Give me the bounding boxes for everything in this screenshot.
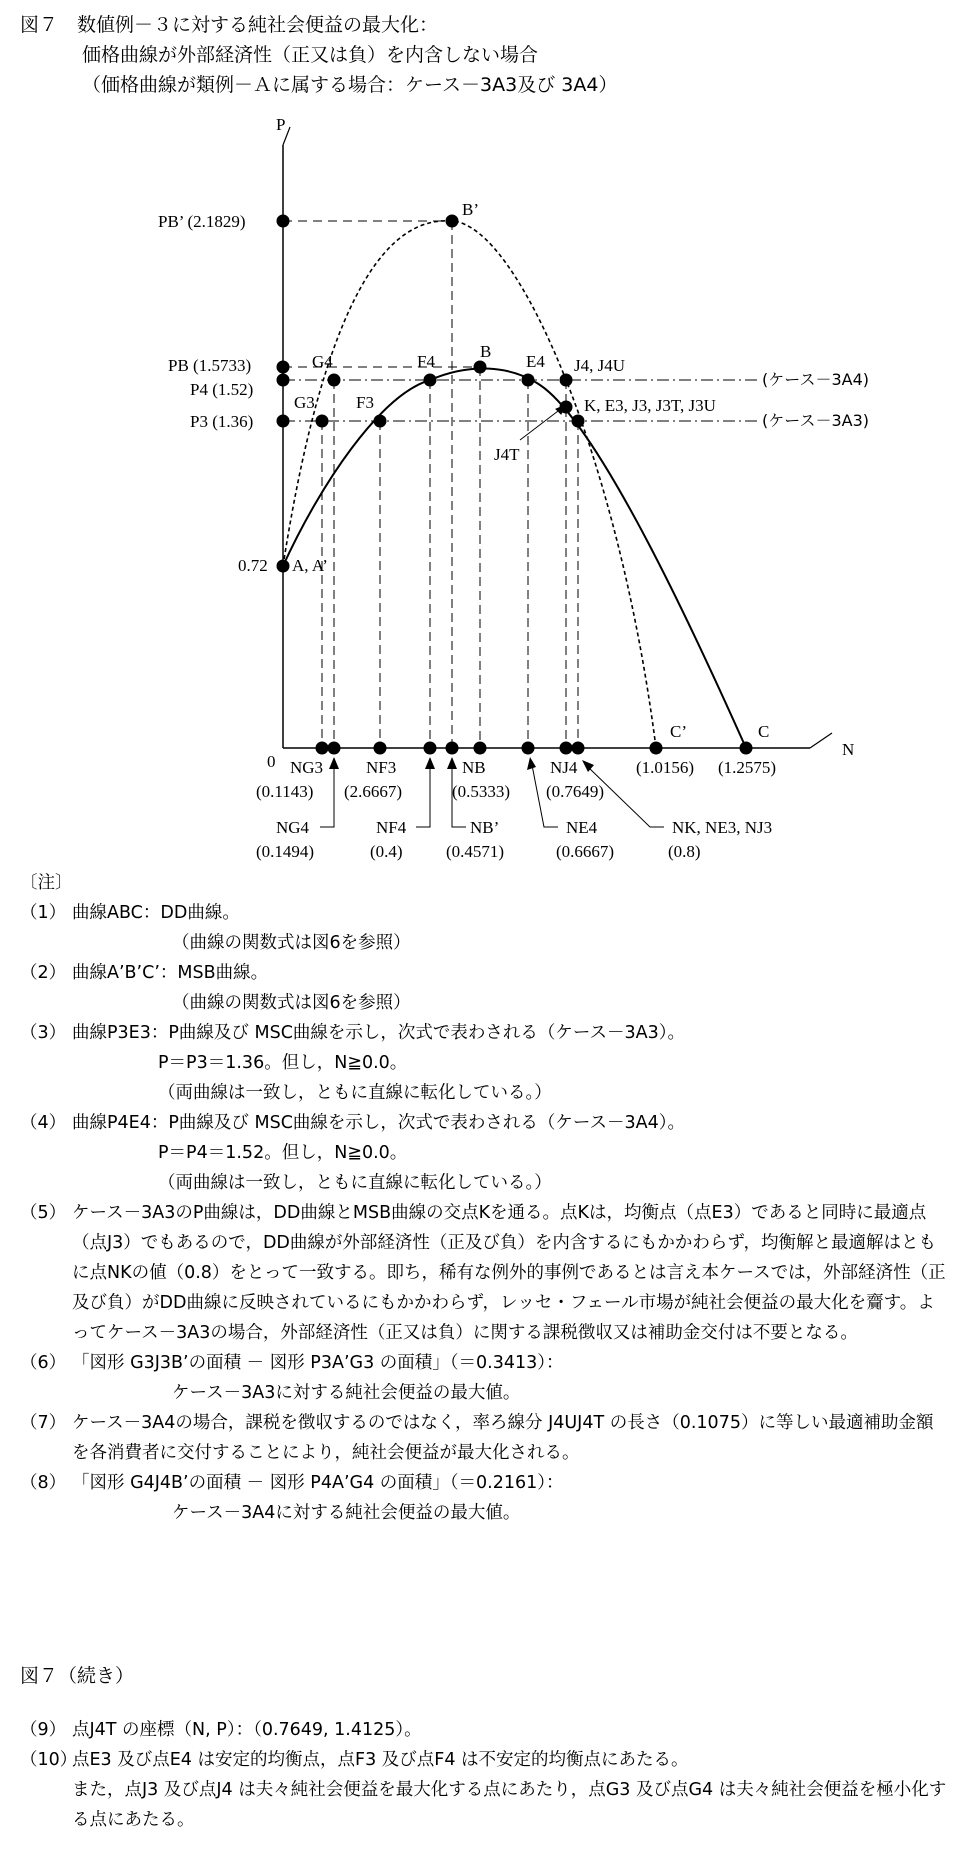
continuation-title: 図７（続き） <box>20 1665 135 1687</box>
label-case-3a4: (ケース－3A4) <box>762 370 869 389</box>
label-k: K, E3, J3, J3T, J3U <box>584 396 716 415</box>
y-label-pb: PB (1.5733) <box>168 356 252 375</box>
x-val-ng3: (0.1143) <box>256 782 314 801</box>
dot-x-e4 <box>522 742 535 755</box>
x-axis-tick-diag <box>810 733 832 748</box>
dot-x-f3 <box>374 742 387 755</box>
note-3 <box>20 1018 950 1108</box>
note-num: （6） <box>20 1353 67 1373</box>
note-line: 曲線P4E4：P曲線及び MSC曲線を示し，次式で表わされる（ケース－3A4）。 <box>72 1113 686 1133</box>
note-line: 点J4T の座標（N, P）：（0.7649, 1.4125）。 <box>72 1720 422 1740</box>
note-2 <box>20 958 950 1018</box>
note-5 <box>20 1198 950 1348</box>
note-line: 曲線A’B’C’：MSB曲線。 <box>72 963 269 983</box>
note-line: 曲線P3E3：P曲線及び MSC曲線を示し，次式で表わされる（ケース－3A3）。 <box>72 1023 686 1043</box>
dot-x-cprime <box>650 742 663 755</box>
x-val-nf4: (0.4) <box>370 842 403 861</box>
note-line: P＝P3＝1.36。但し，N≧0.0。 <box>158 1053 408 1073</box>
dot-k <box>572 415 585 428</box>
points <box>277 215 753 755</box>
dot-x-c <box>740 742 753 755</box>
label-g3: G3 <box>294 393 315 412</box>
label-j4: J4, J4U <box>574 356 626 375</box>
note-num: （3） <box>20 1023 67 1043</box>
note-num: （10） <box>20 1750 78 1770</box>
dot-x-f4 <box>424 742 437 755</box>
note-line: （曲線の関数式は図6を参照） <box>172 993 411 1013</box>
note-line: ケース－3A3に対する純社会便益の最大値。 <box>172 1383 521 1403</box>
dot-a <box>277 560 290 573</box>
dot-x-b <box>474 742 487 755</box>
dot-pb <box>277 361 290 374</box>
point-labels <box>292 200 869 741</box>
dot-x-j4 <box>560 742 573 755</box>
dot-b <box>474 361 487 374</box>
note-line: （両曲線は一致し，ともに直線に転化している。） <box>158 1083 552 1103</box>
x-val-c: (1.2575) <box>718 758 777 777</box>
label-c: C <box>758 722 770 741</box>
x-name-ng3: NG3 <box>290 758 324 777</box>
notes-heading: 〔注〕 <box>20 873 73 893</box>
y-label-p4: P4 (1.52) <box>190 380 254 399</box>
label-j4t: J4T <box>494 445 520 464</box>
x-val-nj4: (0.7649) <box>546 782 605 801</box>
label-g4: G4 <box>312 352 333 371</box>
note-line: （両曲線は一致し，ともに直線に転化している。） <box>158 1173 552 1193</box>
notes-continued <box>20 1715 950 1835</box>
x-val-nb: (0.5333) <box>452 782 511 801</box>
y-axis-label: P <box>276 115 286 134</box>
dot-x-g3 <box>316 742 329 755</box>
notes-section <box>20 868 950 1528</box>
x-name-ng4: NG4 <box>276 818 310 837</box>
dot-p4 <box>277 374 290 387</box>
x-name-nbprime: NB’ <box>470 818 500 837</box>
note-num: （1） <box>20 903 67 923</box>
dot-x-bprime <box>446 742 459 755</box>
note-line: また，点J3 及び点J4 は夫々純社会便益を最大化する点にあたり，点G3 及び点G4 は夫々純社会便益を極小化する点にあたる。 <box>72 1780 947 1830</box>
title-line-3: （価格曲線が類例－Ａに属する場合：ケース－3A3及び 3A4） <box>82 74 618 96</box>
note-line: 曲線ABC：DD曲線。 <box>72 903 240 923</box>
x-name-nf3: NF3 <box>366 758 397 777</box>
y-axis-labels <box>158 212 268 575</box>
dot-bprime <box>446 215 459 228</box>
y-label-072: 0.72 <box>238 556 268 575</box>
dd-curve <box>283 369 746 748</box>
dot-g4 <box>328 374 341 387</box>
label-a: A, A’ <box>292 556 328 575</box>
note-line: ケース－3A4に対する純社会便益の最大値。 <box>172 1503 521 1523</box>
title-line-2: 価格曲線が外部経済性（正又は負）を内含しない場合 <box>82 44 539 66</box>
j4t-arrow <box>520 405 566 440</box>
y-label-pbprime: PB’ (2.1829) <box>158 212 246 231</box>
x-val-ne4: (0.6667) <box>556 842 615 861</box>
figure-title <box>20 10 617 100</box>
note-line: 「図形 G3J3B’の面積 － 図形 P3A’G3 の面積」（＝0.3413）： <box>72 1353 564 1373</box>
note-6 <box>20 1348 950 1408</box>
x-val-nk: (0.8) <box>668 842 701 861</box>
note-line: 「図形 G4J4B’の面積 － 図形 P4A’G4 の面積」（＝0.2161）： <box>72 1473 564 1493</box>
x-labels-lower <box>256 818 772 861</box>
note-7 <box>20 1408 950 1468</box>
note-num: （7） <box>20 1413 67 1433</box>
label-case-3a3: (ケース－3A3) <box>762 411 869 430</box>
label-f3: F3 <box>356 393 374 412</box>
note-line: P＝P4＝1.52。但し，N≧0.0。 <box>158 1143 408 1163</box>
note-10 <box>20 1745 950 1835</box>
y-label-p3: P3 (1.36) <box>190 412 254 431</box>
label-bprime: B’ <box>462 200 479 219</box>
label-e4: E4 <box>526 352 545 371</box>
label-cprime: C’ <box>670 722 687 741</box>
x-val-cprime: (1.0156) <box>636 758 695 777</box>
note-line: （曲線の関数式は図6を参照） <box>172 933 411 953</box>
label-f4: F4 <box>417 352 435 371</box>
note-num: （9） <box>20 1720 67 1740</box>
x-name-nj4: NJ4 <box>550 758 578 777</box>
dot-f3 <box>374 415 387 428</box>
note-8 <box>20 1468 950 1528</box>
title-line-1: 図７ 数値例－３に対する純社会便益の最大化： <box>20 14 439 36</box>
figure-7-diagram <box>0 105 963 865</box>
dot-pbprime <box>277 215 290 228</box>
dot-g3 <box>316 415 329 428</box>
note-num: （4） <box>20 1113 67 1133</box>
msb-curve <box>283 221 656 748</box>
dot-x-g4 <box>328 742 341 755</box>
x-val-nf3: (2.6667) <box>344 782 403 801</box>
note-9 <box>20 1715 950 1745</box>
note-num: （8） <box>20 1473 67 1493</box>
x-name-ne4: NE4 <box>566 818 598 837</box>
x-axis-label: N <box>842 740 855 759</box>
x-name-nf4: NF4 <box>376 818 407 837</box>
x-name-nk: NK, NE3, NJ3 <box>672 818 773 837</box>
label-b: B <box>480 342 492 361</box>
note-line: ケース－3A4の場合，課税を徴収するのではなく，率ろ線分 J4UJ4T の長さ（0.1075）に等しい最適補助金額を各消費者に交付することにより，純社会便益が最大化される。 <box>72 1413 934 1463</box>
note-num: （5） <box>20 1203 67 1223</box>
note-line: 点E3 及び点E4 は安定的均衡点，点F3 及び点F4 は不安定的均衡点にあたる。 <box>72 1750 689 1770</box>
dot-f4 <box>424 374 437 387</box>
dot-j4 <box>560 374 573 387</box>
note-line: ケース－3A3のP曲線は，DD曲線とMSB曲線の交点Kを通る。点Kは，均衡点（点E3）であると同時に最適点（点J3）でもあるので，DD曲線が外部経済性（正及び負）を内含するにもかかわらず，均衡解と最適解はともに点NKの値（0.8）をとって一致する。即ち，稀有な例外的事例であるとは言え本ケースでは，外部経済性（正及び負）がDD曲線に反映されているにもかかわらず，レッセ・フェール市場が純社会便益の最大化を齎す。よってケース－3A3の場合，外部経済性（正又は負）に関する課税徴収又は補助金交付は不要となる。 <box>72 1203 946 1343</box>
dot-e4 <box>522 374 535 387</box>
dot-p3 <box>277 415 290 428</box>
note-4 <box>20 1108 950 1198</box>
dot-j4t <box>560 401 573 414</box>
x-val-ng4: (0.1494) <box>256 842 315 861</box>
dot-x-k <box>572 742 585 755</box>
note-num: （2） <box>20 963 67 983</box>
x-name-nb: NB <box>462 758 486 777</box>
x-val-nbprime: (0.4571) <box>446 842 505 861</box>
note-1 <box>20 898 950 958</box>
origin-label: 0 <box>267 752 276 771</box>
